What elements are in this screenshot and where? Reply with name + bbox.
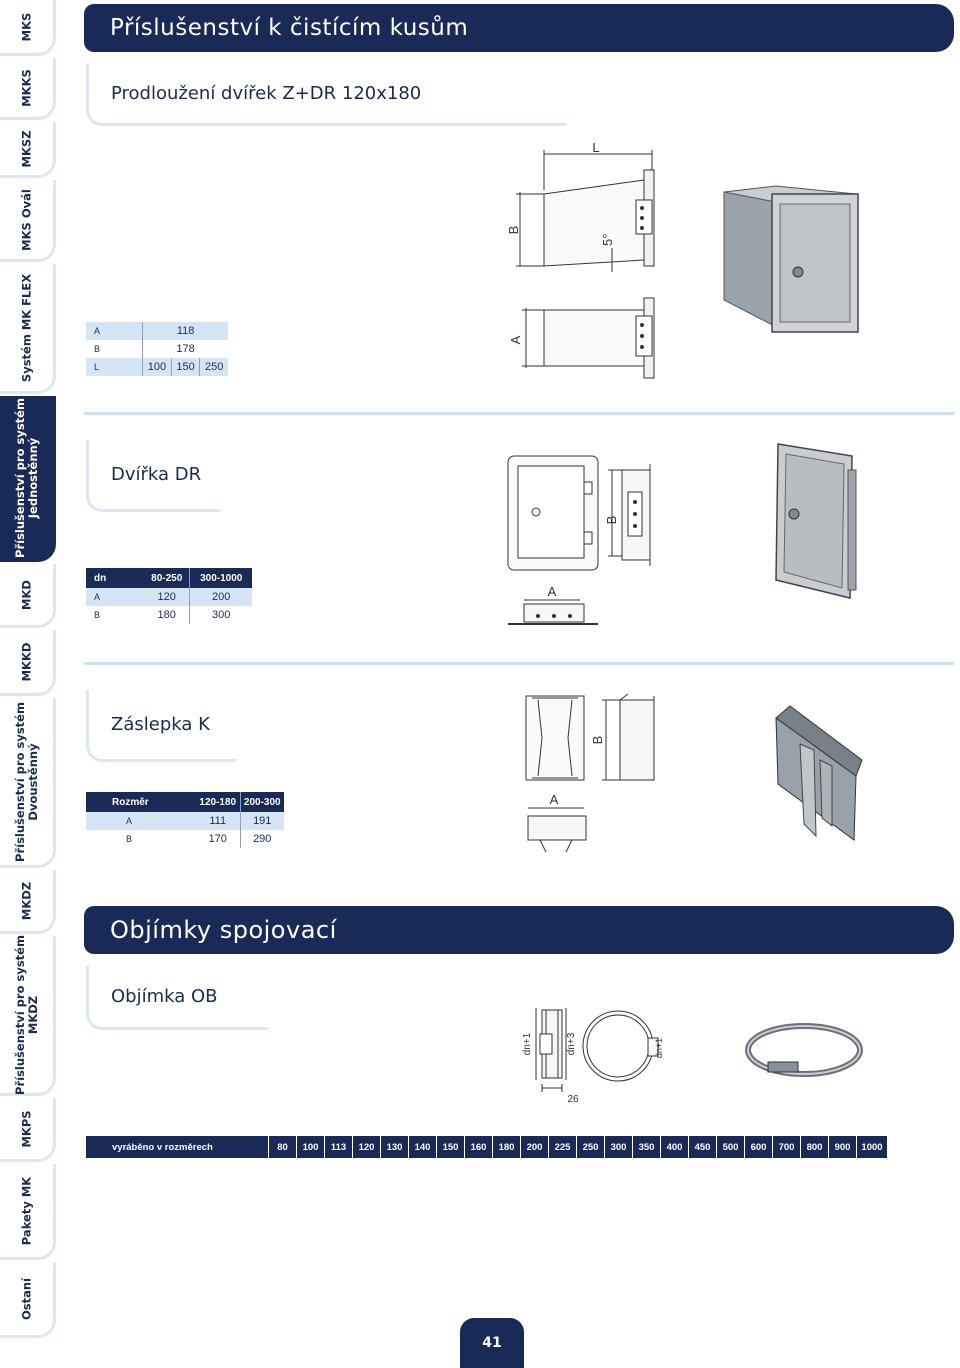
sidebar-tab-pakety-mk[interactable] xyxy=(0,1164,56,1260)
sidebar-tab-label: Pakety MK xyxy=(19,1176,33,1245)
sidebar-tab-mkps[interactable] xyxy=(0,1098,56,1162)
dimension-label-a: A xyxy=(549,792,559,807)
spec-header: Rozměr xyxy=(86,792,196,812)
sidebar-tab-ostani[interactable] xyxy=(0,1262,56,1338)
spec-header: dn xyxy=(86,568,144,588)
size-value: 150 xyxy=(437,1136,465,1158)
spec-table xyxy=(86,322,228,376)
sidebar-tab-label: MKKD xyxy=(19,642,33,681)
size-value: 300 xyxy=(605,1136,633,1158)
clamp-product-image xyxy=(744,1018,866,1082)
item-title: Prodloužení dvířek Z+DR 120x180 xyxy=(86,64,566,126)
spec-value: 290 xyxy=(240,830,284,848)
sidebar-tab-mks-oval[interactable] xyxy=(0,180,56,262)
sidebar-tab-dvousteny[interactable] xyxy=(0,698,56,868)
sidebar-tab-mkd[interactable] xyxy=(0,564,56,628)
sidebar-tab-mksz[interactable] xyxy=(0,122,56,178)
size-value: 180 xyxy=(493,1136,521,1158)
spec-value: 118 xyxy=(143,322,228,340)
sidebar-tab-prislusenstvi-mkdz[interactable] xyxy=(0,936,56,1096)
spec-value: 191 xyxy=(240,812,284,830)
sidebar-tab-label-2: Jednostěnný xyxy=(25,437,40,518)
sizes-label: vyráběno v rozměrech xyxy=(86,1136,269,1158)
sidebar-tab-label-2: MKDZ xyxy=(25,995,40,1034)
sidebar-tab-label-2: Dvoustěnný xyxy=(25,742,40,821)
size-value: 400 xyxy=(661,1136,689,1158)
dimension-label-angle: 5° xyxy=(600,233,615,246)
dimension-label-dn3: dn+3 xyxy=(566,1032,577,1056)
item-title: Záslepka K xyxy=(86,690,236,762)
size-value: 200 xyxy=(521,1136,549,1158)
page-number: 41 xyxy=(460,1318,524,1368)
sidebar-tab-label: MKD xyxy=(19,579,33,610)
sidebar-tab-mkkd[interactable] xyxy=(0,630,56,696)
spec-value: 300 xyxy=(190,606,252,624)
size-value: 120 xyxy=(353,1136,381,1158)
dimension-label-b: B xyxy=(506,225,521,235)
size-value: 450 xyxy=(689,1136,717,1158)
sidebar-tab-jednostenny[interactable] xyxy=(0,396,56,562)
dimension-label-l: L xyxy=(592,140,600,155)
size-value: 700 xyxy=(773,1136,801,1158)
cap-technical-drawing xyxy=(510,688,670,860)
sidebar-tab-label: Příslušenství pro systém xyxy=(12,397,27,558)
sidebar-tab-label: Příslušenství pro systém xyxy=(12,934,27,1095)
sidebar-tab-label: Příslušenství pro systém xyxy=(12,701,27,862)
spec-key: A xyxy=(86,812,196,830)
sidebar-tab-label: MKS xyxy=(19,12,33,41)
size-value: 500 xyxy=(717,1136,745,1158)
size-value: 100 xyxy=(297,1136,325,1158)
spec-key: B xyxy=(126,834,133,844)
dimension-label-b: B xyxy=(604,515,619,525)
size-value: 225 xyxy=(549,1136,577,1158)
size-value: 900 xyxy=(829,1136,857,1158)
size-value: 600 xyxy=(745,1136,773,1158)
size-value: 350 xyxy=(633,1136,661,1158)
spec-value: 100 xyxy=(143,358,172,376)
item-title: Objímka OB xyxy=(86,966,268,1030)
sidebar-tab-mkks[interactable] xyxy=(0,58,56,120)
sidebar-tab-label: MKS Ovál xyxy=(19,188,33,251)
clamp-technical-drawing xyxy=(512,1000,672,1108)
section-divider xyxy=(84,412,954,415)
sidebar-tab-label: MKKS xyxy=(19,68,33,107)
size-value: 113 xyxy=(325,1136,353,1158)
size-value: 130 xyxy=(381,1136,409,1158)
section-title: Příslušenství k čistícím kusům xyxy=(84,4,954,52)
spec-value: 250 xyxy=(200,358,228,376)
sizes-table xyxy=(86,1136,887,1158)
spec-value: 111 xyxy=(196,812,240,830)
sidebar-tab-label: MKPS xyxy=(19,1109,33,1148)
size-value: 1000 xyxy=(857,1136,888,1158)
spec-header: 120-180 xyxy=(196,792,240,812)
item-title: Dvířka DR xyxy=(86,440,220,512)
sidebar-tab-label: Systém MK FLEX xyxy=(19,273,33,382)
size-value: 80 xyxy=(269,1136,297,1158)
door-technical-drawing xyxy=(500,450,670,640)
sidebar-tab-label: MKSZ xyxy=(19,130,33,167)
cap-product-image xyxy=(770,700,866,846)
spec-key: A xyxy=(86,588,144,606)
spec-header: 300-1000 xyxy=(190,568,252,588)
size-value: 160 xyxy=(465,1136,493,1158)
spec-key: B xyxy=(94,610,101,620)
sidebar-tab-mks[interactable] xyxy=(0,0,56,56)
section-title: Objímky spojovací xyxy=(84,906,954,954)
sidebar-tab-label: Ostaní xyxy=(19,1277,33,1320)
sidebar-tab-label: MKDZ xyxy=(19,881,33,920)
spec-table xyxy=(86,792,284,848)
spec-value: 170 xyxy=(208,833,227,845)
spec-table xyxy=(86,568,252,624)
dimension-label-b: B xyxy=(590,735,605,745)
dimension-label-a: A xyxy=(508,335,523,345)
spec-key: L xyxy=(86,358,143,376)
sidebar-tab-mk-flex[interactable] xyxy=(0,264,56,394)
size-value: 140 xyxy=(409,1136,437,1158)
extension-product-image xyxy=(716,182,866,342)
spec-value: 120 xyxy=(144,588,190,606)
dimension-label-dn: dn+1 xyxy=(654,1037,664,1059)
spec-value: 180 xyxy=(157,609,176,621)
dimension-label-dn1: dn+1 xyxy=(522,1032,533,1056)
spec-value: 150 xyxy=(171,358,200,376)
size-value: 800 xyxy=(801,1136,829,1158)
spec-header: 200-300 xyxy=(240,792,284,812)
spec-key: B xyxy=(94,344,101,354)
spec-value: 178 xyxy=(143,340,228,358)
dimension-label-width: 26 xyxy=(567,1094,579,1105)
extension-technical-drawing xyxy=(500,130,670,390)
dimension-label-a: A xyxy=(547,584,557,599)
spec-key: A xyxy=(86,322,143,340)
door-product-image xyxy=(774,440,864,602)
size-value: 250 xyxy=(577,1136,605,1158)
section-divider xyxy=(84,662,954,665)
sidebar-tab-mkdz[interactable] xyxy=(0,870,56,934)
spec-header: 80-250 xyxy=(144,568,190,588)
spec-value: 200 xyxy=(190,588,252,606)
